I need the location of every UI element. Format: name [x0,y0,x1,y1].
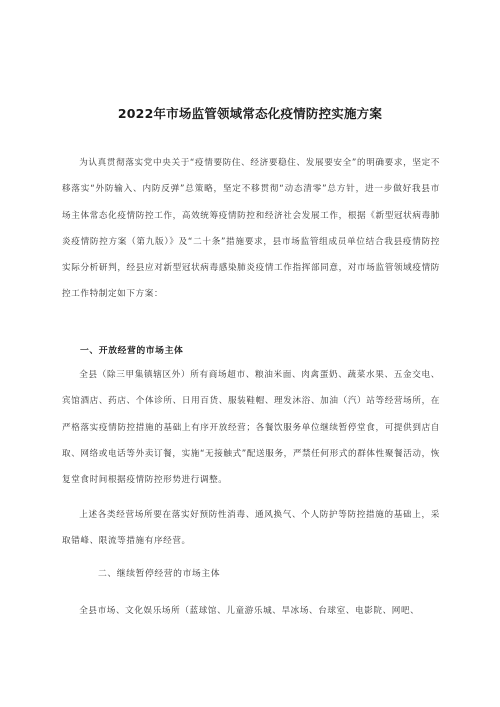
section-1-paragraph-1: 全县（除三甲集镇辖区外）所有商场超市、粮油米面、肉禽蛋奶、蔬菜水果、五金交电、宾馆酒店、药店、个体诊所、日用百货、服装鞋帽、理发沐浴、加油（汽）站等经营场所，在严格落实疫情防控措施的基础上有序开放经营；各餐饮服务单位继续暂停堂食，可提供到店自取、网络或电话等外卖订餐，实施“无接触式”配送服务，严禁任何形式的群体性聚餐活动，恢复堂食时间根据疫情防控形势进行调整。 [62,370,440,486]
document-title: 2022年市场监管领域常态化疫情防控实施方案 [117,106,383,121]
section-2-heading: 二、继续暂停经营的市场主体 [98,569,221,579]
section-2-paragraph-1: 全县市场、文化娱乐场所（蓝球馆、儿童游乐城、旱冰场、台球室、电影院、网吧、 [79,606,420,616]
intro-paragraph: 为认真贯彻落实党中央关于“疫情要防住、经济要稳住、发展要安全”的明确要求，坚定不移落实“外防输入、内防反弹”总策略，坚定不移贯彻“动态清零”总方针，进一步做好我县市场主体常态化疫情防控工作，高效统筹疫情防控和经济社会发展工作，根据《新型冠状病毒肺炎疫情防控方案（第九版）》及“二十条”措施要求，县市场监管组成员单位结合我县疫情防控实际分析研判，经县应对新型冠状病毒感染肺炎疫情工作指挥部同意，对市场监管领域疫情防控工作特制定如下方案： [62,158,440,300]
section-1-heading: 一、开放经营的市场主体 [80,346,184,356]
section-1-paragraph-2: 上述各类经营场所要在落实好预防性消毒、通风换气、个人防护等防控措施的基础上，采取错峰、限流等措施有序经营。 [62,510,440,547]
